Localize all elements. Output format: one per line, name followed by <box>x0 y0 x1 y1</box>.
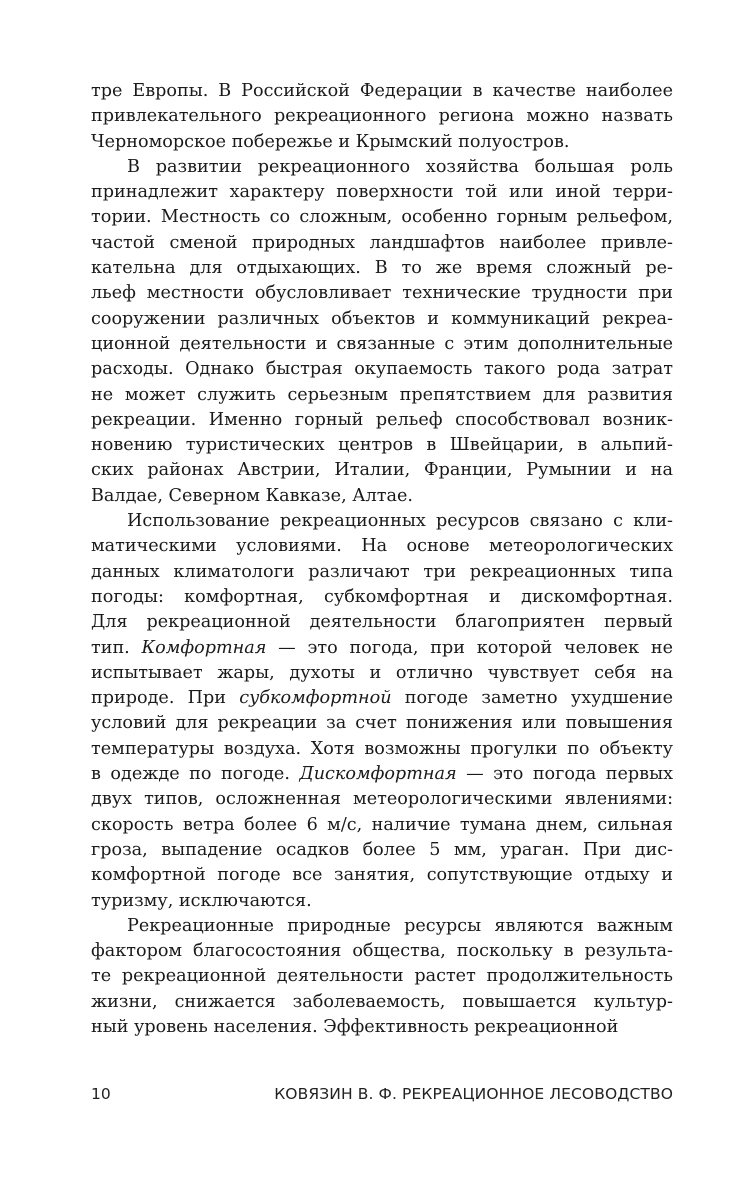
text-line: привлекательного рекреационного региона можно назвать <box>91 106 673 127</box>
text-line: температуры воздуха. Хотя возможны прогулки по объекту <box>91 738 673 759</box>
text-segment: — это погода первых <box>456 764 673 785</box>
text-line: тории. Местность со сложным, особенно горным рельефом, <box>91 207 673 228</box>
text-line: Черноморское побережье и Крымский полуостров. <box>91 131 570 152</box>
text-segment: тип. <box>91 637 142 658</box>
text-line: двух типов, осложненная метеорологическими явлениями: <box>91 789 673 810</box>
text-line: Валдае, Северном Кавказе, Алтае. <box>91 485 413 506</box>
text-line: ный уровень населения. Эффективность рекреационной <box>91 1016 619 1037</box>
text-segment: в одежде по погоде. <box>91 764 300 785</box>
running-title: КОВЯЗИН В. Ф. РЕКРЕАЦИОННОЕ ЛЕСОВОДСТВО <box>274 1085 673 1103</box>
text-line: не может служить серьезным препятствием для развития <box>91 384 673 405</box>
text-line: скорость ветра более 6 м/с, наличие тумана днем, сильная <box>91 814 673 835</box>
text-line: Использование рекреационных ресурсов связано с кли- <box>127 511 673 532</box>
text-line: данных климатологи различают три рекреационных типа <box>91 561 673 582</box>
text-segment: погоде заметно ухудшение <box>391 688 673 709</box>
text-line: тре Европы. В Российской Федерации в качестве наиболее <box>91 81 673 101</box>
text-line <box>91 762 673 787</box>
emphasized-term: Комфортная <box>141 637 267 658</box>
text-line: Рекреационные природные ресурсы являются важным <box>127 915 673 936</box>
paragraph <box>91 155 673 509</box>
text-line: сооружении различных объектов и коммуникаций рекреа- <box>91 308 673 329</box>
text-line: туризму, исключаются. <box>91 890 312 911</box>
text-line: частой сменой природных ландшафтов наиболее привле- <box>91 232 673 253</box>
emphasized-term: субкомфортной <box>239 688 392 709</box>
emphasized-term: Дискомфортная <box>299 764 457 785</box>
text-line: условий для рекреации за счет понижения или повышения <box>91 713 673 734</box>
text-line: ских районах Австрии, Италии, Франции, Румынии и на <box>91 460 673 481</box>
text-segment: природе. При <box>91 688 240 709</box>
text-line: расходы. Однако быстрая окупаемость такого рода затрат <box>91 359 673 380</box>
text-line <box>91 636 673 661</box>
paragraph <box>91 914 673 1040</box>
text-line: льеф местности обусловливает технические трудности при <box>91 283 673 304</box>
text-line: матическими условиями. На основе метеорологических <box>91 536 673 557</box>
text-line: фактором благосостояния общества, поскольку в результа- <box>91 941 673 962</box>
text-line: принадлежит характеру поверхности той или иной терри- <box>91 182 673 203</box>
text-line: жизни, снижается заболеваемость, повышается культур- <box>91 991 673 1012</box>
page-footer <box>91 1082 673 1106</box>
paragraph <box>91 509 673 914</box>
paragraph <box>91 79 673 155</box>
text-line: погоды: комфортная, субкомфортная и дискомфортная. <box>91 586 673 607</box>
text-line: Для рекреационной деятельности благоприятен первый <box>91 612 673 633</box>
text-line: В развитии рекреационного хозяйства большая роль <box>127 156 673 177</box>
text-segment: — это погода, при которой человек не <box>266 637 673 658</box>
page-number: 10 <box>91 1085 111 1103</box>
text-line: те рекреационной деятельности растет продолжительность <box>91 966 673 987</box>
text-line: комфортной погоде все занятия, сопутствующие отдыху и <box>91 865 673 886</box>
text-line: кательна для отдыхающих. В то же время сложный ре- <box>91 258 673 279</box>
text-line: рекреации. Именно горный рельеф способствовал возник- <box>91 409 673 430</box>
text-line: гроза, выпадение осадков более 5 мм, ураган. При дис- <box>91 839 673 860</box>
text-line <box>91 686 673 711</box>
body-text <box>91 79 673 1040</box>
text-line: ционной деятельности и связанные с этим дополнительные <box>91 333 673 354</box>
text-line: новению туристических центров в Швейцарии, в альпий- <box>91 435 673 456</box>
text-line: испытывает жары, духоты и отлично чувствует себя на <box>91 662 673 683</box>
